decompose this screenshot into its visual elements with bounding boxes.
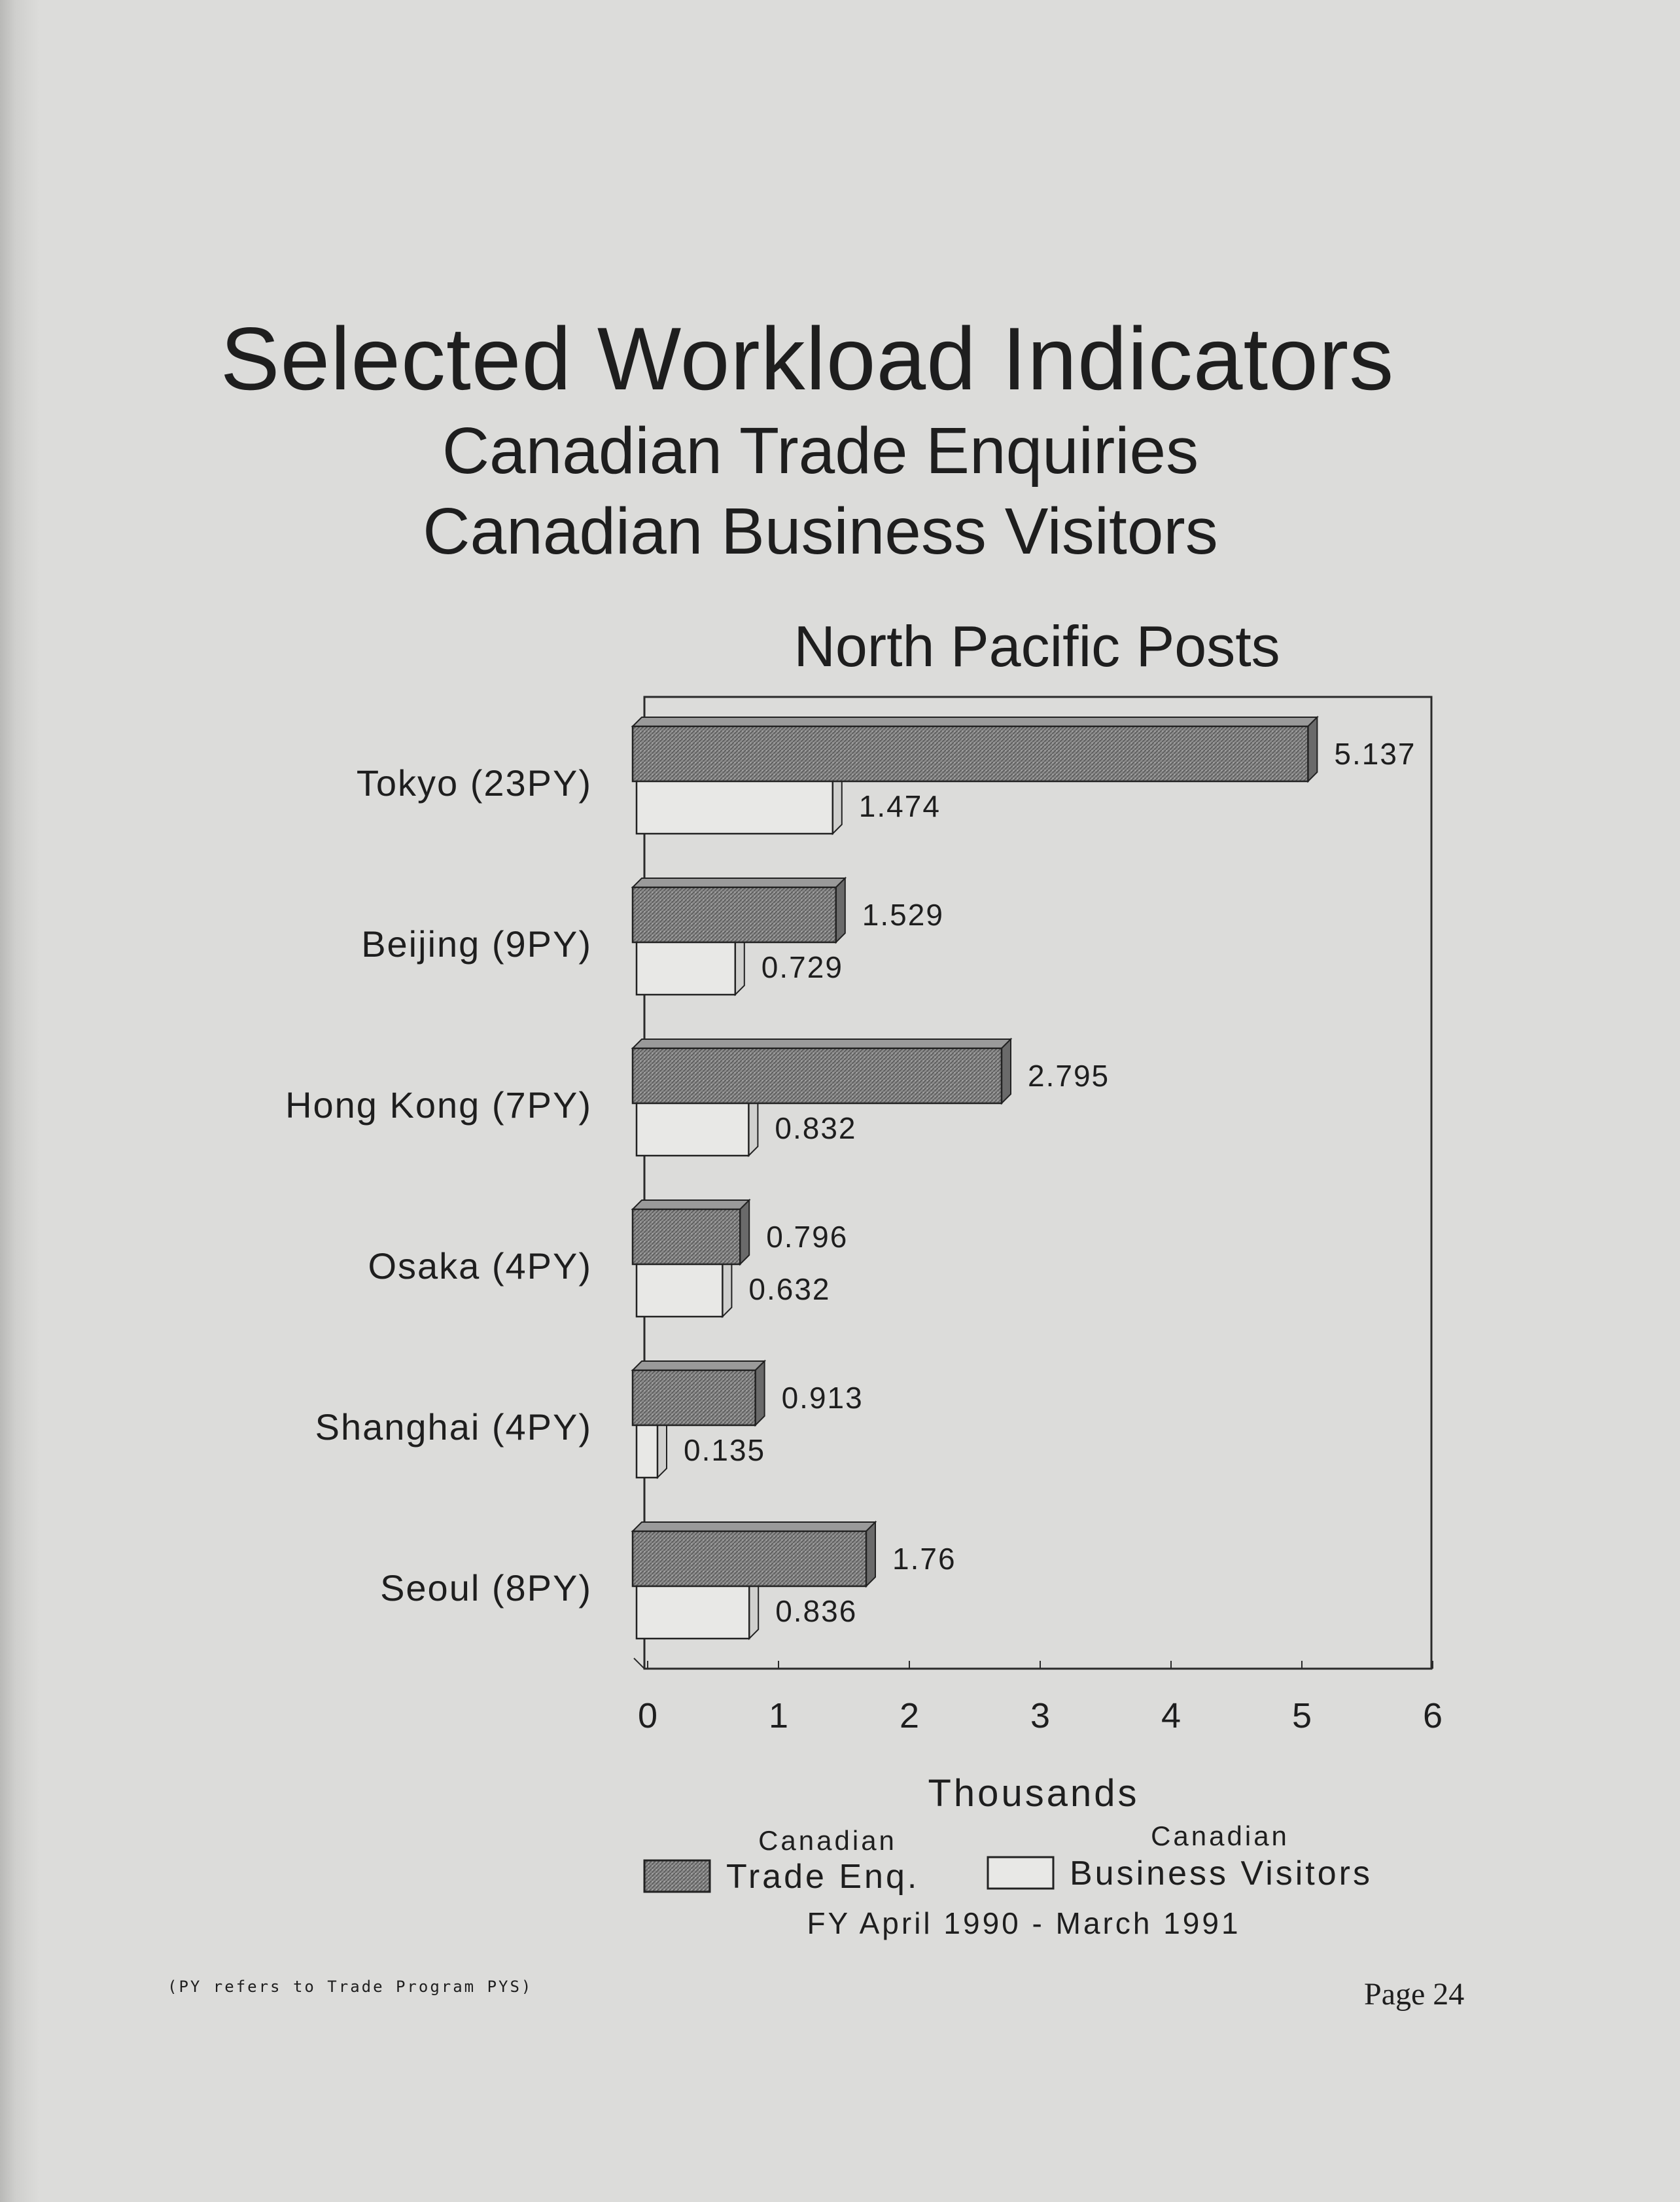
x-tick-label-4: 4 <box>1161 1696 1181 1735</box>
bar-top-trade-enq--2 <box>633 1039 1011 1048</box>
value-label-business-visitors-4: 0.135 <box>684 1433 766 1467</box>
legend-label-0: Trade Enq. <box>726 1858 920 1896</box>
value-label-business-visitors-2: 0.832 <box>775 1111 857 1145</box>
footnote-py-definition: (PY refers to Trade Program PYS) <box>167 1978 533 1996</box>
bar-side-trade-enq--0 <box>1308 717 1317 781</box>
bar-trade-enq--1 <box>633 887 836 942</box>
period-caption: FY April 1990 - March 1991 <box>807 1906 1241 1940</box>
bar-side-trade-enq--2 <box>1002 1039 1011 1103</box>
legend-swatch-1 <box>988 1857 1053 1889</box>
subtitle-business-visitors: Canadian Business Visitors <box>423 495 1218 568</box>
value-label-trade-enq--3: 0.796 <box>766 1220 849 1254</box>
chart-title: North Pacific Posts <box>794 614 1280 679</box>
bar-business-visitors-1 <box>637 940 735 995</box>
x-tick-label-6: 6 <box>1422 1696 1443 1735</box>
category-label-2: Hong Kong (7PY) <box>285 1084 592 1126</box>
x-tick-label-1: 1 <box>768 1696 789 1735</box>
bar-side-trade-enq--3 <box>740 1200 749 1264</box>
bar-side-trade-enq--1 <box>836 878 845 942</box>
bar-trade-enq--0 <box>633 726 1308 781</box>
category-label-0: Tokyo (23PY) <box>356 762 592 804</box>
bar-top-trade-enq--0 <box>633 717 1317 726</box>
x-tick-label-2: 2 <box>899 1696 920 1735</box>
bar-trade-enq--5 <box>633 1531 866 1586</box>
bar-top-trade-enq--3 <box>633 1200 749 1209</box>
x-tick-label-3: 3 <box>1030 1696 1051 1735</box>
bar-side-trade-enq--4 <box>756 1361 765 1425</box>
category-label-3: Osaka (4PY) <box>368 1245 592 1287</box>
value-label-trade-enq--4: 0.913 <box>781 1381 864 1415</box>
value-label-trade-enq--2: 2.795 <box>1028 1059 1110 1093</box>
value-label-business-visitors-1: 0.729 <box>761 950 843 984</box>
x-tick-label-5: 5 <box>1291 1696 1312 1735</box>
category-label-5: Seoul (8PY) <box>380 1567 592 1608</box>
legend-label-1: Business Visitors <box>1070 1855 1373 1892</box>
bar-top-trade-enq--4 <box>633 1361 765 1370</box>
bar-trade-enq--2 <box>633 1048 1002 1103</box>
legend-caption-0: Canadian <box>758 1825 897 1856</box>
value-label-business-visitors-0: 1.474 <box>858 789 941 823</box>
plot-floor <box>634 1658 1431 1669</box>
x-axis-label: Thousands <box>928 1772 1140 1815</box>
bar-top-trade-enq--1 <box>633 878 845 887</box>
subtitle-trade-enquiries: Canadian Trade Enquiries <box>442 414 1199 488</box>
page-title: Selected Workload Indicators <box>220 309 1395 408</box>
page-number: Page 24 <box>1364 1977 1465 2012</box>
x-tick-label-0: 0 <box>637 1696 658 1735</box>
category-label-4: Shanghai (4PY) <box>315 1406 592 1447</box>
bar-top-trade-enq--5 <box>633 1522 875 1531</box>
bar-business-visitors-2 <box>637 1101 748 1156</box>
value-label-trade-enq--1: 1.529 <box>862 898 944 932</box>
bar-business-visitors-3 <box>637 1262 722 1317</box>
value-label-business-visitors-5: 0.836 <box>775 1594 858 1628</box>
legend-swatch-0 <box>644 1860 710 1892</box>
value-label-trade-enq--5: 1.76 <box>892 1542 956 1576</box>
bar-business-visitors-4 <box>637 1423 657 1478</box>
bar-side-trade-enq--5 <box>866 1522 875 1586</box>
category-label-1: Beijing (9PY) <box>361 923 592 965</box>
value-label-business-visitors-3: 0.632 <box>748 1272 831 1306</box>
bar-trade-enq--4 <box>633 1370 756 1425</box>
bar-business-visitors-5 <box>637 1584 749 1639</box>
legend-caption-1: Canadian <box>1151 1820 1289 1851</box>
bar-business-visitors-0 <box>637 779 833 834</box>
bar-trade-enq--3 <box>633 1209 740 1264</box>
value-label-trade-enq--0: 5.137 <box>1334 737 1416 771</box>
